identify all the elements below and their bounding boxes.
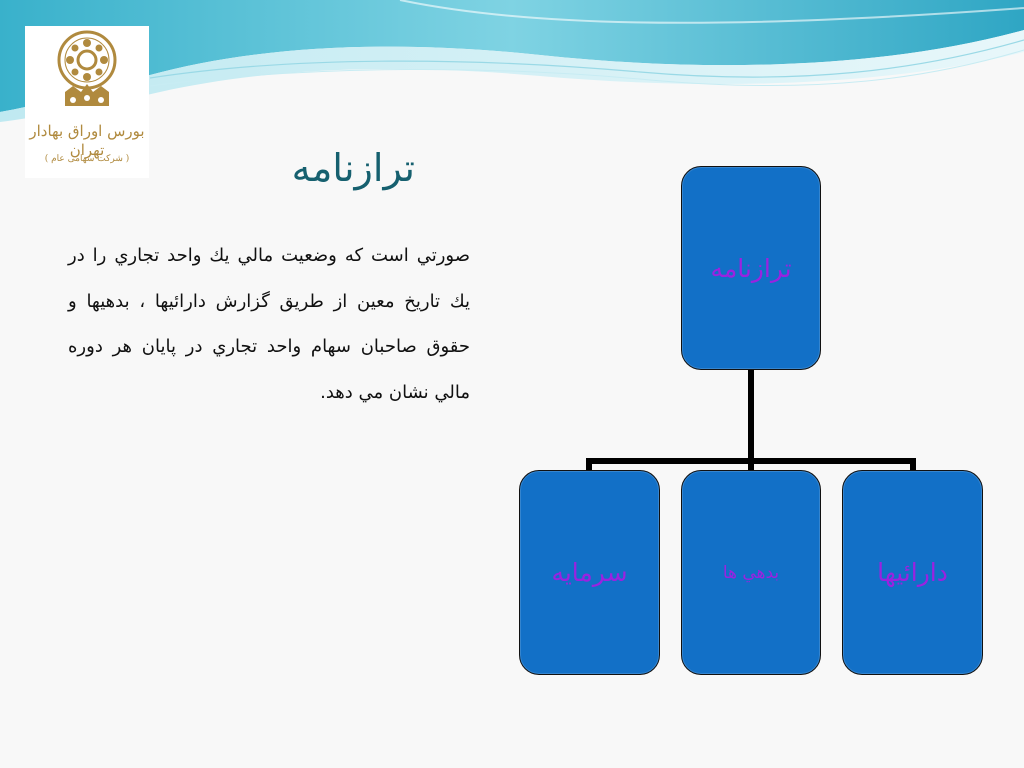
definition-paragraph: صورتي است كه وضعيت مالي يك واحد تجاري را در يك تاريخ معين از طريق گزارش دارائيها ، بدهيها و حقوق صاحبان سهام واحد تجاري در پايان هر دوره مالي نشان مي دهد. bbox=[68, 245, 470, 403]
org-node-liabilities: بدهي ها bbox=[681, 470, 821, 675]
org-node-balance-sheet: ترازنامه bbox=[681, 166, 821, 370]
logo-name-text: بورس اوراق بهادار تهران bbox=[29, 122, 145, 159]
logo-subtitle-text: ( شرکت سهامی عام ) bbox=[44, 154, 130, 164]
org-node-capital: سرمايه bbox=[519, 470, 660, 675]
slide-title: ترازنامه bbox=[291, 146, 415, 190]
org-node-assets: دارائيها bbox=[842, 470, 983, 675]
